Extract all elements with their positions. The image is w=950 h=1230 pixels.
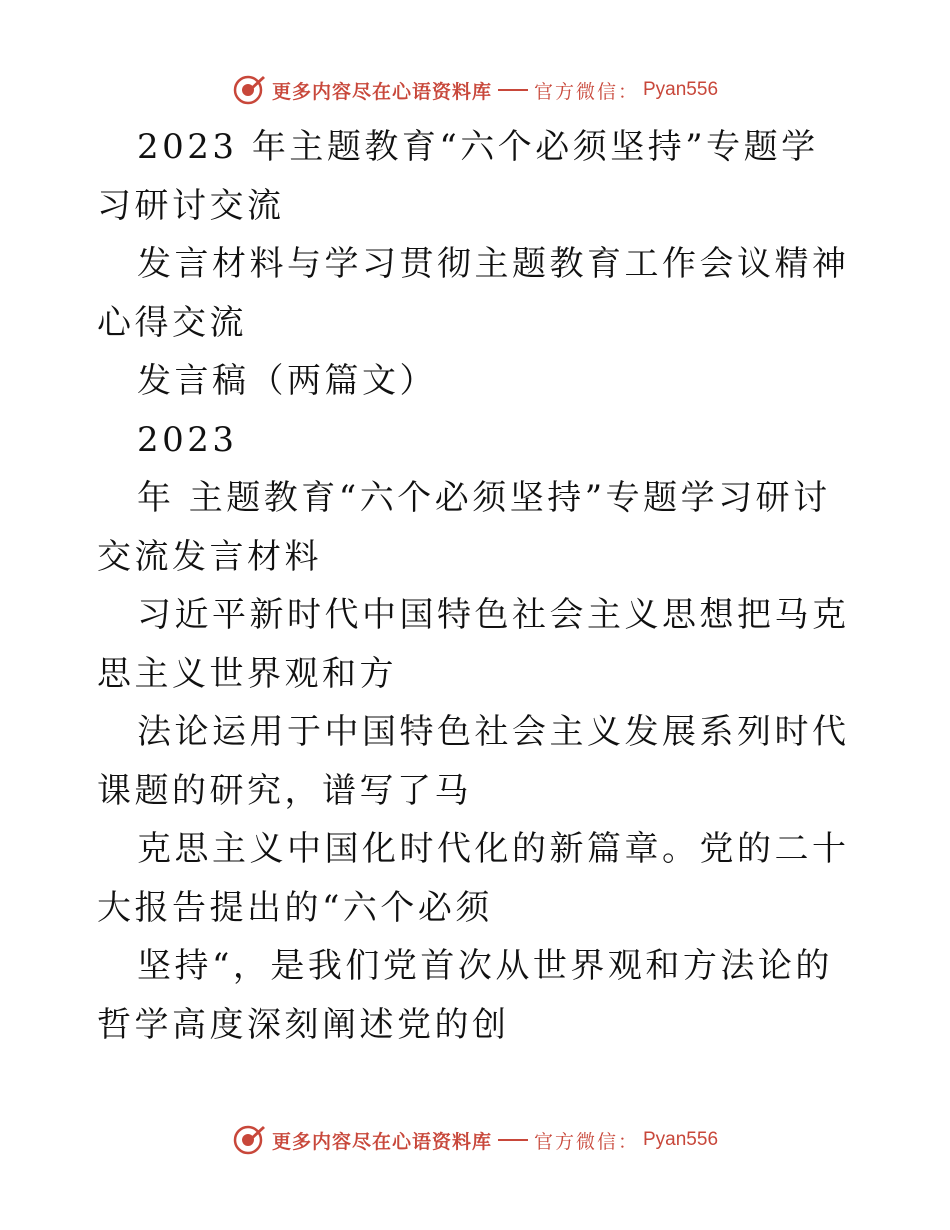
paragraph: 坚持“，是我们党首次从世界观和方法论的哲学高度深刻阐述党的创 — [97, 946, 833, 1045]
paragraph: 2023 年主题教育“六个必须坚持”专题学习研讨交流 — [97, 127, 819, 226]
pen-logo-icon — [232, 73, 266, 107]
paragraph: 克思主义中国化时代化的新篇章。党的二十大报告提出的“六个必须 — [97, 829, 850, 928]
pen-logo-icon — [232, 1123, 266, 1157]
paragraph: 发言稿（两篇文） — [137, 361, 437, 401]
site-name-text: 更多内容尽在心语资料库 — [271, 1130, 492, 1153]
paragraph: 发言材料与学习贯彻主题教育工作会议精神心得交流 — [97, 244, 850, 343]
separator-dash — [498, 89, 528, 91]
wechat-id: Pyan556 — [643, 1129, 719, 1150]
paragraph: 习近平新时代中国特色社会主义思想把马克思主义世界观和方 — [97, 595, 850, 694]
document-body — [97, 118, 853, 1054]
wechat-label: 官方微信： — [533, 80, 639, 103]
paragraph: 法论运用于中国特色社会主义发展系列时代课题的研究，谱写了马 — [97, 712, 850, 811]
paragraph: 年 主题教育“六个必须坚持”专题学习研讨交流发言材料 — [97, 478, 831, 577]
site-name-text: 更多内容尽在心语资料库 — [271, 80, 492, 103]
footer-watermark — [0, 1120, 950, 1160]
wechat-label: 官方微信： — [533, 1130, 639, 1153]
paragraph: 2023 — [137, 419, 238, 460]
wechat-id: Pyan556 — [643, 79, 719, 100]
header-watermark — [0, 70, 950, 110]
separator-dash — [498, 1139, 528, 1141]
